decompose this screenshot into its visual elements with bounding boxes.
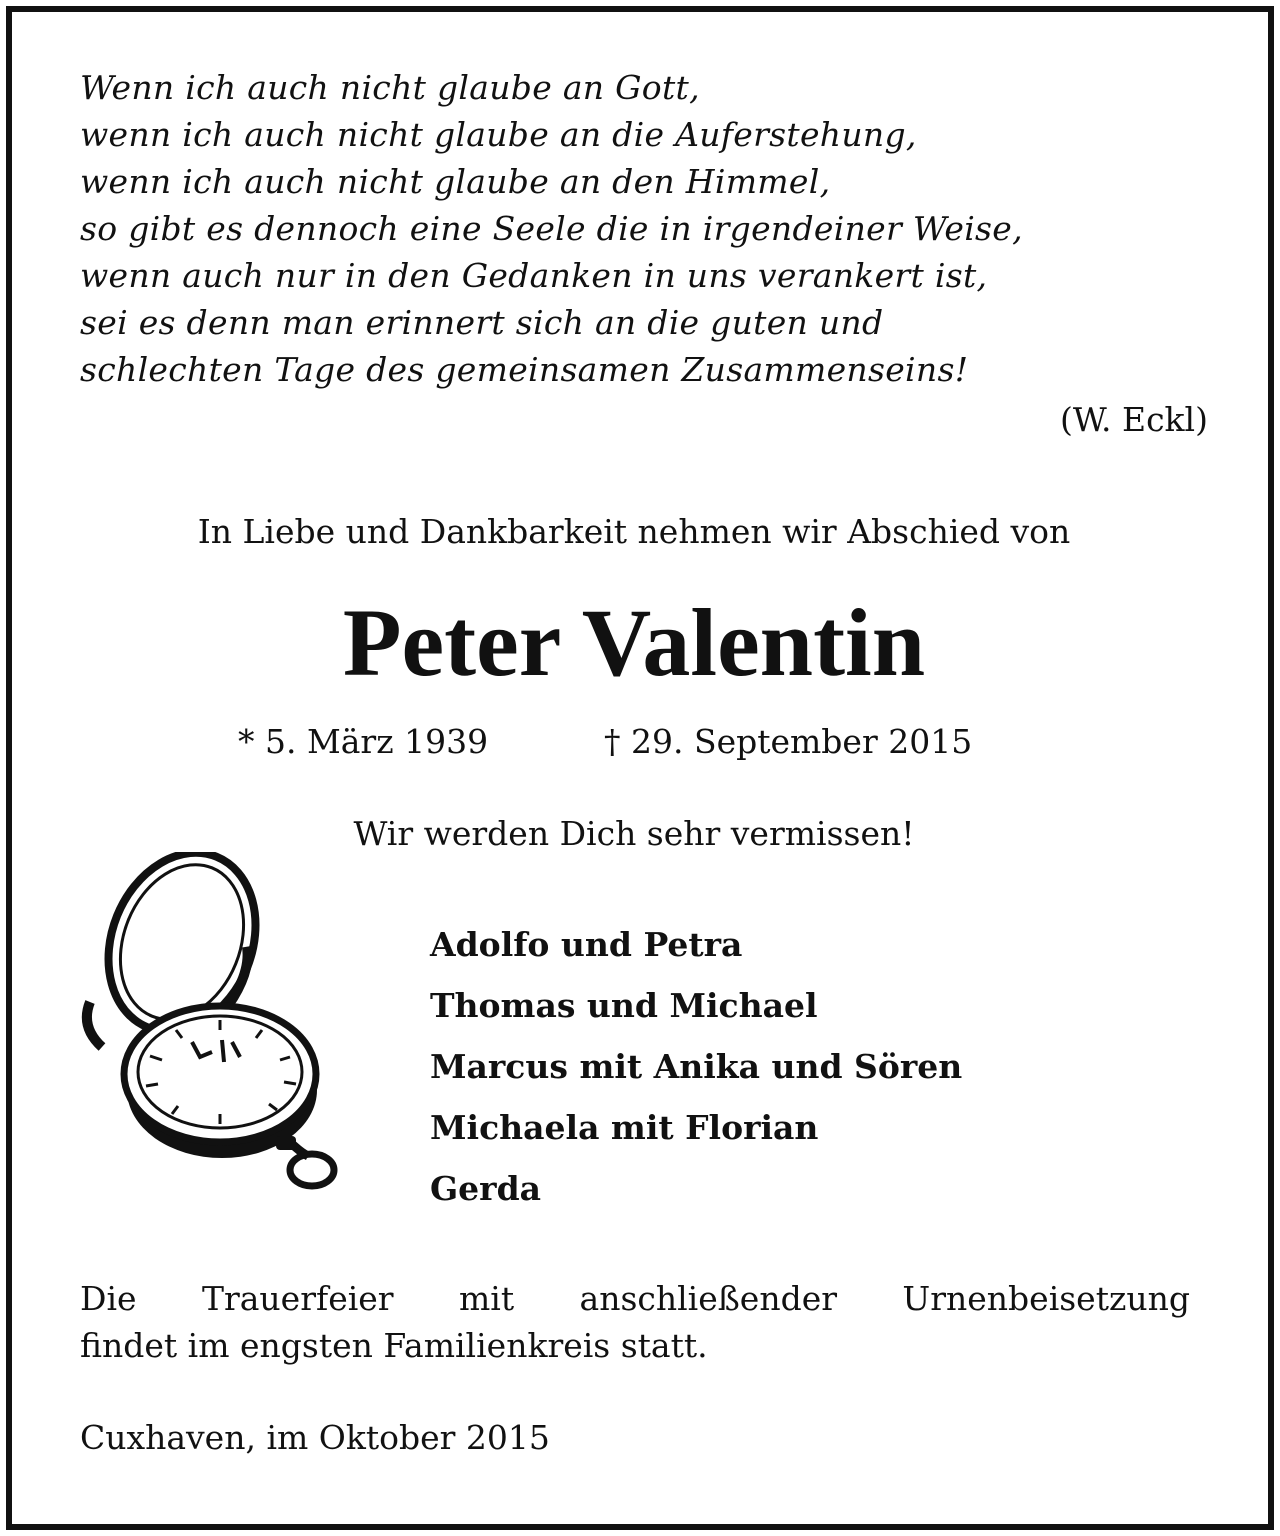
pocket-watch-icon xyxy=(72,852,342,1192)
family-member: Gerda xyxy=(430,1169,542,1208)
deceased-name: Peter Valentin xyxy=(342,589,926,696)
poem-line: wenn ich auch nicht glaube an den Himmel, xyxy=(80,162,831,201)
farewell-message: Wir werden Dich sehr vermissen! xyxy=(353,814,915,853)
poem-line: sei es denn man erinnert sich an die guten und xyxy=(80,303,884,342)
family-list xyxy=(430,914,962,1219)
ceremony-line: Die Trauerfeier mit anschließender Urnenbeisetzung xyxy=(80,1279,1190,1318)
birth-date: * 5. März 1939 xyxy=(238,722,489,761)
ceremony-notice xyxy=(80,1275,1190,1369)
family-member: Thomas und Michael xyxy=(430,986,818,1025)
poem xyxy=(80,64,1190,393)
family-member: Adolfo und Petra xyxy=(430,925,743,964)
poem-line: wenn ich auch nicht glaube an die Auferstehung, xyxy=(80,115,917,154)
poem-author: (W. Eckl) xyxy=(1059,400,1208,439)
death-date: † 29. September 2015 xyxy=(604,722,973,761)
farewell-intro: In Liebe und Dankbarkeit nehmen wir Abschied von xyxy=(197,512,1071,551)
poem-line: so gibt es dennoch eine Seele die in irgendeiner Weise, xyxy=(80,209,1023,248)
family-member: Michaela mit Florian xyxy=(430,1108,819,1147)
poem-line: schlechten Tage des gemeinsamen Zusammenseins! xyxy=(80,350,969,389)
family-member: Marcus mit Anika und Sören xyxy=(430,1047,963,1086)
ceremony-line: findet im engsten Familienkreis statt. xyxy=(80,1326,708,1365)
poem-line: wenn auch nur in den Gedanken in uns verankert ist, xyxy=(80,256,988,295)
poem-line: Wenn ich auch nicht glaube an Gott, xyxy=(80,68,700,107)
place-date: Cuxhaven, im Oktober 2015 xyxy=(80,1418,550,1457)
